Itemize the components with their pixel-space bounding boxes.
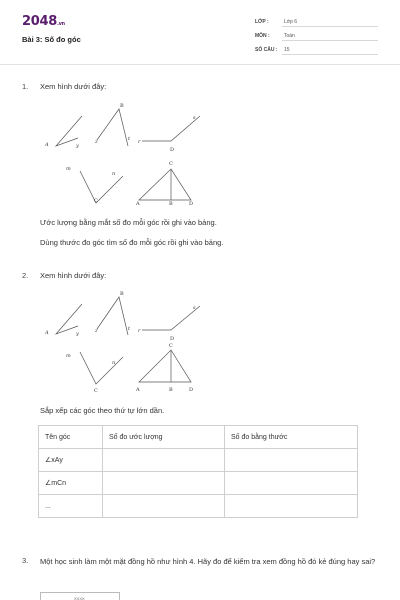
question-3-text: Một học sinh làm một mặt đồng hồ như hình 4. Hãy đo để kiểm tra xem đồng hồ đó kẻ đúng hay sai? — [40, 557, 376, 566]
label-B: B — [120, 103, 124, 109]
label-C: C — [169, 161, 173, 167]
logo-suffix: .vn — [56, 21, 65, 27]
label-A: A — [45, 330, 49, 336]
label-m: m — [66, 166, 71, 172]
question-1-task-estimate: Ước lượng bằng mắt số đo mỗi góc rồi ghi vào bảng. — [40, 218, 217, 227]
question-count-value: 15 — [284, 47, 290, 53]
logo-text: 2048 — [22, 14, 57, 29]
estimate-cell[interactable] — [103, 495, 225, 518]
subject-label: MÔN : — [255, 33, 270, 39]
label-B-triangle: B — [169, 201, 173, 207]
table-row — [39, 449, 358, 472]
label-r: r — [138, 139, 141, 145]
table-header: Số đo ước lượng — [103, 426, 225, 449]
lesson-title: Bài 3: Số đo góc — [22, 35, 81, 44]
clock-caption: XXXX — [74, 596, 85, 600]
angle-xAy — [56, 304, 82, 334]
table-row — [39, 495, 358, 518]
label-B: B — [120, 291, 124, 297]
label-C-bottom: C — [94, 388, 98, 394]
table-header: Tên góc — [39, 426, 103, 449]
label-z: z — [95, 139, 98, 145]
label-z: z — [95, 328, 98, 334]
angle-name-cell: ∠mCn — [39, 472, 103, 495]
measured-cell[interactable] — [225, 449, 358, 472]
label-m: m — [66, 353, 71, 359]
question-count-label: SỐ CÂU : — [255, 47, 278, 53]
subject-value: Toán — [284, 33, 295, 39]
question-3-number: 3. — [22, 556, 29, 565]
estimate-cell[interactable] — [103, 472, 225, 495]
class-value: Lớp 6 — [284, 19, 298, 25]
measured-cell[interactable] — [225, 495, 358, 518]
question-2-text: Xem hình dưới đây: — [40, 271, 107, 280]
label-A: A — [45, 142, 49, 148]
question-2-task: Sắp xếp các góc theo thứ tự lớn dần. — [40, 406, 165, 415]
label-D: D — [170, 336, 175, 342]
label-n: n — [112, 171, 116, 177]
class-label: LỚP : — [255, 19, 269, 25]
label-y: y — [76, 143, 79, 149]
angle-name-cell: ∠xAy — [39, 449, 103, 472]
angle-zBt — [97, 297, 128, 335]
question-1-text: Xem hình dưới đây: — [40, 82, 107, 91]
label-C: C — [169, 343, 173, 349]
label-n: n — [112, 360, 116, 366]
label-D: D — [170, 147, 175, 153]
label-y: y — [76, 331, 79, 337]
question-2-number: 2. — [22, 271, 29, 280]
table-header: Số đo bằng thước — [225, 426, 358, 449]
angle-measure-table — [38, 425, 358, 518]
label-C-bottom: C — [94, 198, 98, 204]
label-D-triangle: D — [189, 201, 194, 207]
angle-rDs — [142, 306, 200, 330]
label-s: s — [193, 305, 196, 311]
label-A-triangle: A — [136, 387, 140, 393]
angle-mCn — [80, 352, 123, 384]
label-B-triangle: B — [169, 387, 173, 393]
table-header-row — [39, 426, 358, 449]
label-r: r — [138, 328, 141, 334]
clock-figure — [40, 592, 120, 600]
label-s: s — [193, 115, 196, 121]
measured-cell[interactable] — [225, 472, 358, 495]
label-t: t — [128, 326, 131, 332]
angle-name-cell: ... — [39, 495, 103, 518]
label-t: t — [128, 136, 131, 142]
triangle-ACD — [139, 350, 191, 382]
estimate-cell[interactable] — [103, 449, 225, 472]
question-1-number: 1. — [22, 82, 29, 91]
question-1-task-measure: Dùng thước đo góc tìm số đo mỗi góc rồi ghi vào bảng. — [40, 238, 224, 247]
label-D-triangle: D — [189, 387, 194, 393]
table-row — [39, 472, 358, 495]
label-A-triangle: A — [136, 201, 140, 207]
